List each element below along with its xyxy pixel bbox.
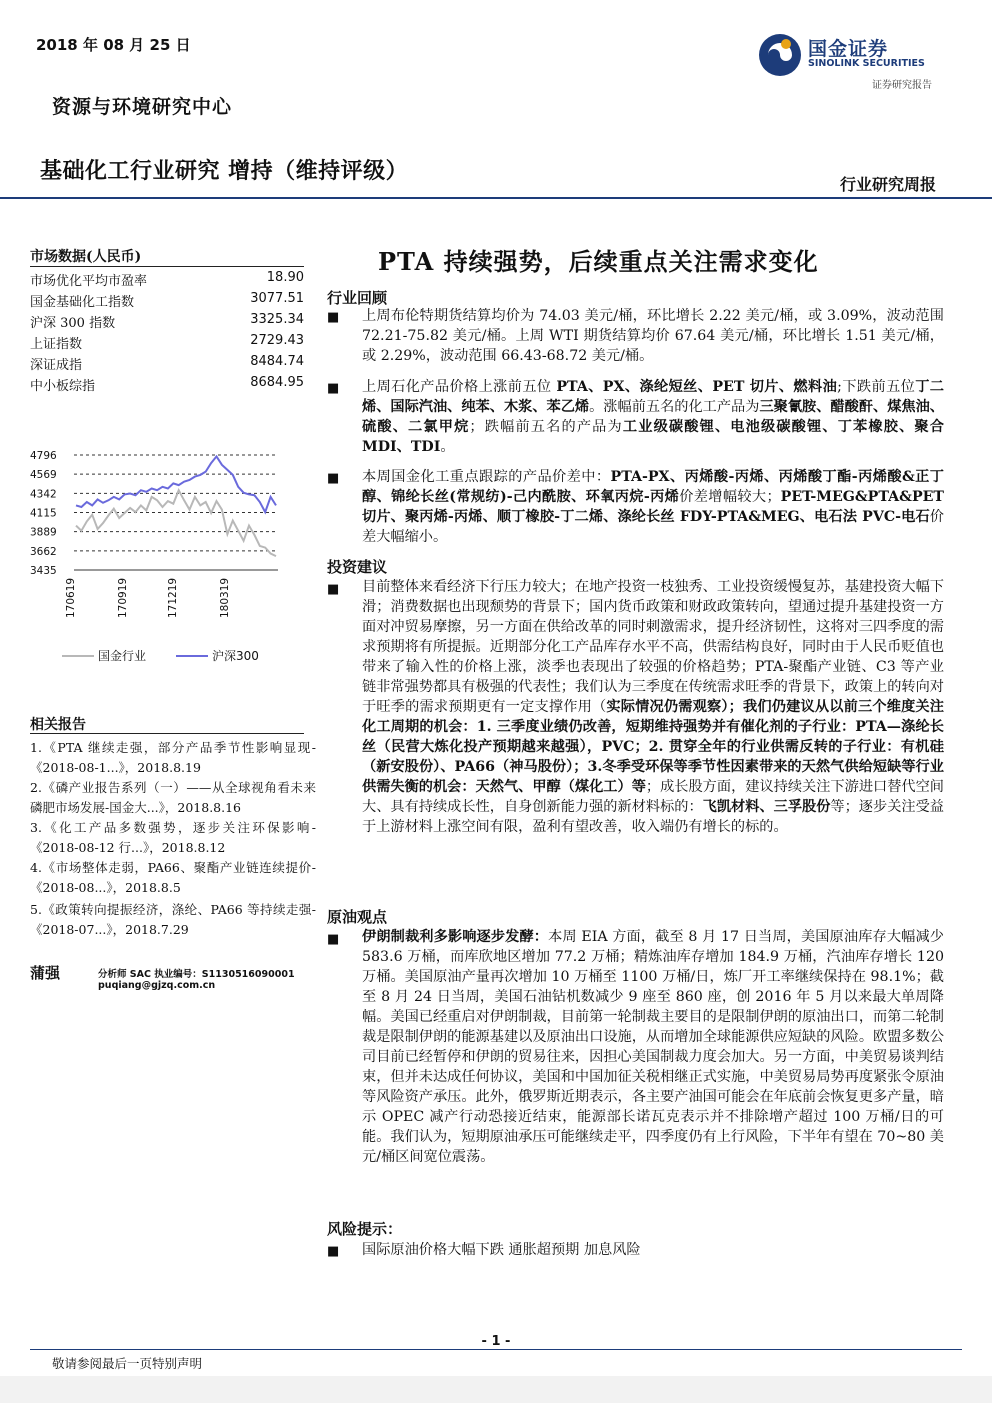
bullet-icon: ■ (327, 932, 340, 947)
report-type: 行业研究周报 (839, 175, 936, 194)
logo-name: 国金证券 (808, 38, 889, 60)
section-risk: 风险提示： (327, 1220, 403, 1238)
y-tick-label: 3889 (30, 526, 57, 539)
footer-band (0, 1376, 992, 1403)
x-tick-label: 171219 (167, 577, 179, 618)
y-tick-label: 4342 (30, 488, 57, 501)
index-line-chart (28, 440, 308, 680)
market-row: 沪深 300 指数 3325.34 (30, 312, 304, 331)
bullet-icon: ■ (327, 310, 340, 325)
related-report-link[interactable]: 3.《化工产品多数强势，逐步关注环保影响-《2018-08-12 行...》，2018.8.12 (30, 820, 316, 855)
y-tick-label: 3435 (30, 565, 57, 577)
related-divider (30, 733, 304, 734)
sinolink-logo-icon (756, 30, 806, 80)
analyst-email[interactable]: puqiang@gjzq.com.cn (98, 980, 216, 991)
investment-paragraph: 目前整体来看经济下行压力较大；在地产投资一枝独秀、工业投资缓慢复苏，基建投资大幅下滑；消费数据也出现颓势的背景下；国内货币政策和财政政策转向，望通过提升基建投资一方面对冲贸易摩擦，另一方面在供给改革的同时刺激需求，提升经济韧性，这将对三四季度的需求预期将有所提振。近期部分化工产品库存水平不高，供需结构良好，同时由于人民币贬值也带来了输入性的价格上涨，淡季也表现出了较强的价格趋势；PTA-聚酯产业链、C3 等产业链非常强势都具有极强的代表性；我们认为三季度在传统需求旺季的背景下，政策上的转向对于旺季的需求预期更有一定支撑作用（实际情况仍需观察）；我们仍建议从以前三个维度关注化工周期的机会：1. 三季度业绩仍改善，短期维持强势并有催化剂的子行业：PTA—涤纶长丝（民营大炼化投产预期越来越强），PVC；2. 贯穿全年的行业供需反转的子行业：有机硅（新安股份）、PA66（神马股份）；3.冬季受环保等季节性因素带来的天然气供给短缺等行业供需失衡的机会：天然气、甲醇（煤化工）等；成长股方面，建议持续关注下游进口替代空间大、具有持续成长性，自身创新能力强的新材料标的：飞凯材料、三孚股份等；逐步关注受益于上游材料上涨空间有限，盈利有望改善，收入端仍有增长的标的。 (362, 579, 944, 835)
related-reports-title: 相关报告 (30, 717, 86, 733)
market-row: 国金基础化工指数 3077.51 (30, 291, 304, 310)
bullet-icon: ■ (327, 471, 340, 486)
header-divider (0, 197, 992, 199)
logo-english: SINOLINK SECURITIES (808, 58, 925, 69)
review-paragraph-2: 上周石化产品价格上涨前五位 PTA、PX、涤纶短丝、PET 切片、燃料油;下跌前五位丁二烯、国际汽油、纯苯、木浆、苯乙烯。涨幅前五名的化工产品为三聚氰胺、醋酸酐、煤焦油、硫酸、二氯甲烷；跌幅前五名的产品为工业级碳酸锂、电池级碳酸锂、丁苯橡胶、聚合 MDI、TDI。 (362, 379, 944, 455)
x-tick-label: 180319 (219, 577, 231, 618)
market-row: 上证指数 2729.43 (30, 333, 304, 352)
x-tick-label: 170919 (117, 577, 129, 618)
x-tick-label: 170619 (65, 577, 77, 618)
bullet-icon: ■ (327, 1244, 340, 1259)
y-tick-label: 3662 (30, 545, 57, 558)
review-paragraph-3: 本周国金化工重点跟踪的产品价差中：PTA-PX、丙烯酸-丙烯、丙烯酸丁酯-丙烯酸&正丁醇、锦纶长丝(常规纺)-己内酰胺、环氧丙烷-丙烯价差增幅较大；PET-MEG&PTA&PET 切片、聚丙烯-丙烯、顺丁橡胶-丁二烯、涤纶长丝 FDY-PTA&MEG、电石法 PVC-电石价差大幅缩小。 (362, 469, 944, 545)
analyst-sac: 分析师 SAC 执业编号：S1130516090001 (98, 969, 295, 980)
y-tick-label: 4569 (30, 469, 57, 482)
series-line (76, 490, 276, 556)
legend-label: 国金行业 (98, 649, 147, 663)
research-center: 资源与环境研究中心 (52, 96, 233, 118)
bullet-icon: ■ (327, 582, 340, 597)
series-line (76, 456, 276, 512)
review-paragraph-1: 上周布伦特期货结算均价为 74.03 美元/桶，环比增长 2.22 美元/桶，或 3.09%，波动范围 72.21-75.82 美元/桶。上周 WTI 期货结算均价 67.64 美元/桶，环比增长 1.51 美元/桶，或 2.29%，波动范围 66.43-68.72 美元/桶。 (362, 308, 944, 364)
related-report-link[interactable]: 1.《PTA 继续走强，部分产品季节性影响显现-《2018-08-1...》，2018.8.19 (30, 740, 316, 775)
legend-label: 沪深300 (212, 649, 259, 663)
related-report-link[interactable]: 4.《市场整体走弱，PA66、聚酯产业链连续提价-《2018-08...》，2018.8.5 (30, 860, 316, 895)
section-oil: 原油观点 (327, 908, 388, 926)
related-report-link[interactable]: 2.《磷产业报告系列（一）——从全球视角看未来磷肥市场发展-国金大...》，2018.8.16 (30, 780, 316, 815)
oil-paragraph: 伊朗制裁利多影响逐步发酵：本周 EIA 方面，截至 8 月 17 日当周，美国原油库存大幅减少 583.6 万桶，而库欣地区增加 77.2 万桶；精炼油库存增加 184.9 万桶，汽油库存增长 120 万桶。美国原油产量再次增加 10 万桶至 1100 万桶/日，炼厂开工率继续保持在 98.1%；截至 8 月 24 日当周，美国石油钻机数减少 9 座至 860 座，创 2016 年 5 月以来最大单周降幅。美国已经重启对伊朗制裁，目前第一轮制裁主要目的是限制伊朗的原油出口，而第二轮制裁是限制伊朗的能源基建以及原油出口设施，从而增加全球能源供应短缺的风险。欧盟多数公司目前已经暂停和伊朗的贸易往来，因担心美国制裁力度会加大。另一方面，中美贸易谈判结束，但并未达成任何协议，美国和中国加征关税相继正式实施，中美贸易局势再度紧张令原油等风险资产承压。此外，俄罗斯近期表示，各主要产油国可能会在年底前会恢复更多产量，暗示 OPEC 减产行动恐接近结束，能源部长诺瓦克表示并不排除增产超过 100 万桶/日的可能。我们认为，短期原油承压可能继续走平，四季度仍有上行风险，下半年有望在 70~80 美元/桶区间宽位震荡。 (362, 929, 944, 1165)
disclaimer-note: 敬请参阅最后一页特别声明 (52, 1356, 203, 1371)
market-divider (30, 266, 304, 267)
related-report-link[interactable]: 5.《政策转向提振经济，涤纶、PA66 等持续走强-《2018-07...》，2018.7.29 (30, 902, 316, 937)
footer-divider (30, 1349, 962, 1350)
bullet-icon: ■ (327, 381, 340, 396)
market-data-title: 市场数据(人民币) (30, 249, 142, 265)
y-tick-label: 4115 (30, 507, 57, 520)
logo-subtitle: 证券研究报告 (872, 80, 932, 91)
report-date: 2018 年 08 月 25 日 (36, 36, 191, 54)
risk-text: 国际原油价格大幅下跌 通胀超预期 加息风险 (362, 1242, 641, 1258)
market-row: 深证成指 8484.74 (30, 354, 304, 373)
industry-rating: 基础化工行业研究 增持（维持评级） (40, 159, 409, 184)
report-title: PTA 持续强势，后续重点关注需求变化 (378, 247, 819, 276)
analyst-name: 蒲强 (30, 964, 61, 982)
page-number: - 1 - (481, 1334, 511, 1349)
section-industry-review: 行业回顾 (327, 289, 388, 307)
market-row: 中小板综指 8684.95 (30, 375, 304, 394)
section-investment: 投资建议 (327, 558, 388, 576)
market-row: 市场优化平均市盈率 18.90 (30, 270, 304, 289)
y-tick-label: 4796 (30, 450, 57, 462)
